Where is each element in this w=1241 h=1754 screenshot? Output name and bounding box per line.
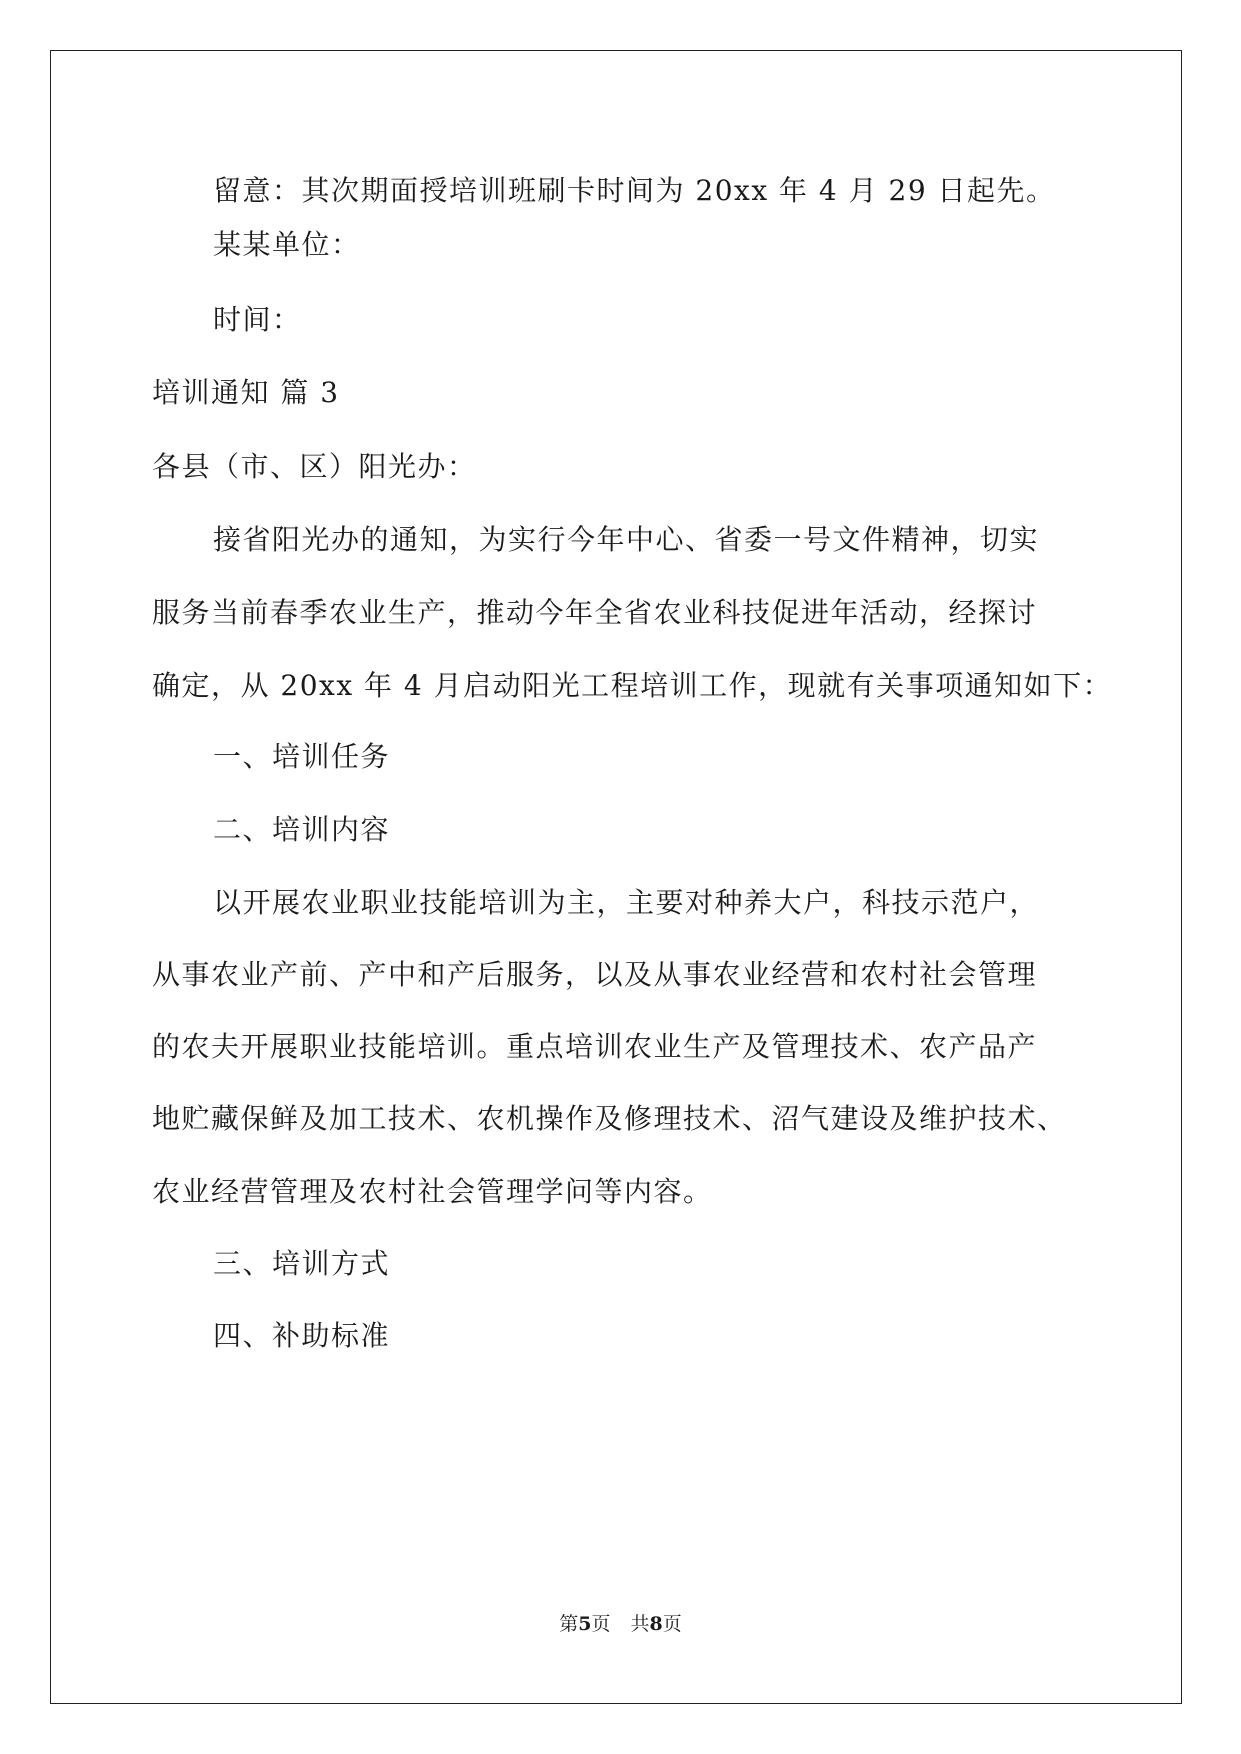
body-line: 的农夫开展职业技能培训。重点培训农业生产及管理技术、农产品产 [152,1030,1038,1063]
addressee: 各县（市、区）阳光办： [152,450,477,483]
body-line: 接省阳光办的通知，为实行今年中心、省委一号文件精神，切实 [213,523,1040,556]
heading-subsidy: 四、补助标准 [213,1319,391,1352]
body-line: 服务当前春季农业生产，推动今年全省农业科技促进年活动，经探讨 [152,596,1038,629]
signature-date: 时间： [213,303,302,336]
total-prefix: 共 [630,1613,650,1635]
body-line: 从事农业产前、产中和产后服务，以及从事农业经营和农村社会管理 [152,958,1038,991]
page-unit: 页 [591,1613,611,1635]
page-number: 5 [578,1613,592,1635]
body-line: 确定，从 20xx 年 4 月启动阳光工程培训工作，现就有关事项通知如下： [152,669,1113,702]
section-title: 培训通知 篇 3 [152,376,340,409]
body-line: 地贮藏保鲜及加工技术、农机操作及修理技术、沼气建设及维护技术、 [152,1102,1067,1135]
total-unit: 页 [662,1613,682,1635]
body-line: 以开展农业职业技能培训为主，主要对种养大户，科技示范户， [213,886,1040,919]
page-footer [0,1612,1241,1636]
signature-unit: 某某单位： [213,228,361,261]
page-prefix: 第 [559,1613,579,1635]
page-border [50,50,1182,1704]
page-total: 8 [649,1613,663,1635]
heading-task: 一、培训任务 [213,740,391,773]
body-line: 农业经营管理及农村社会管理学问等内容。 [152,1175,713,1208]
notice-line: 留意：其次期面授培训班刷卡时间为 20xx 年 4 月 29 日起先。 [213,174,1056,207]
heading-content: 二、培训内容 [213,813,391,846]
heading-method: 三、培训方式 [213,1247,391,1280]
